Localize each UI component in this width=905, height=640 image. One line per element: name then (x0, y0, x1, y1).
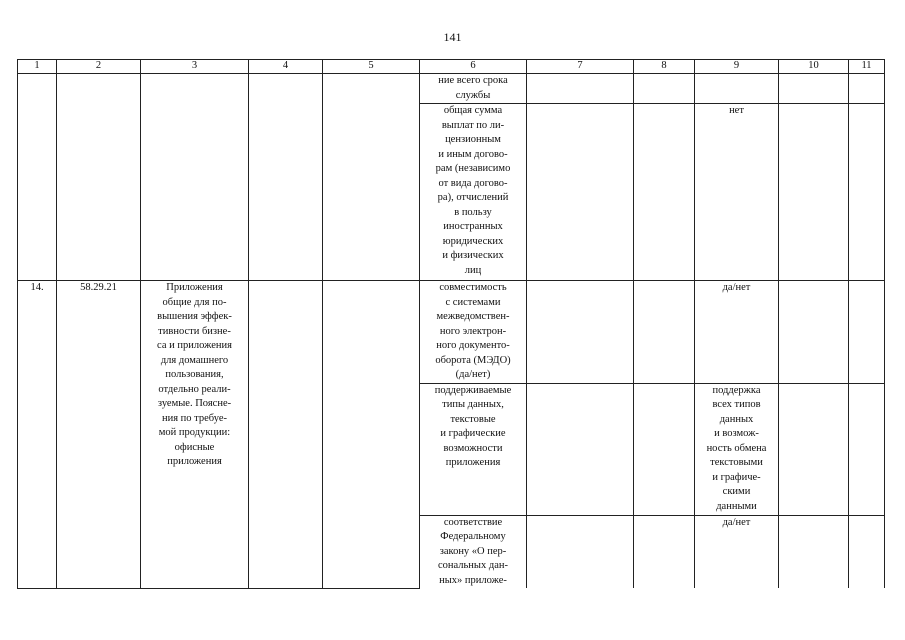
empty-cell (527, 281, 634, 384)
empty-cell (249, 74, 323, 281)
column-header-8: 8 (634, 60, 695, 74)
empty-cell (527, 74, 634, 104)
empty-cell (634, 281, 695, 384)
specification-table (17, 59, 885, 589)
empty-cell (779, 515, 849, 588)
empty-cell (249, 281, 323, 589)
item-number-cell (18, 74, 57, 281)
item-name-cell: Приложения общие для по- вышения эффек- тивности бизне- са и приложения для домашнего пользования, отдельно реали- зуемые. Поясне- ния по требуе- мой продукции: офисные приложения (141, 281, 249, 589)
empty-cell (849, 515, 885, 588)
value-cell: да/нет (695, 281, 779, 384)
column-header-7: 7 (527, 60, 634, 74)
characteristic-cell: ние всего срока службы (420, 74, 527, 104)
empty-cell (849, 383, 885, 515)
characteristic-cell: общая сумма выплат по ли- цензионным и иным догово- рам (независимо от вида догово- ра), отчислений в пользу иностранных юридических и физических лиц (420, 104, 527, 281)
empty-cell (779, 74, 849, 104)
value-cell (695, 74, 779, 104)
empty-cell (779, 383, 849, 515)
empty-cell (634, 515, 695, 588)
column-header-4: 4 (249, 60, 323, 74)
item-code-cell (57, 74, 141, 281)
empty-cell (634, 74, 695, 104)
empty-cell (527, 383, 634, 515)
header-row (18, 60, 885, 74)
column-header-10: 10 (779, 60, 849, 74)
empty-cell (527, 515, 634, 588)
empty-cell (779, 281, 849, 384)
item-number-cell: 14. (18, 281, 57, 589)
table-row (18, 281, 885, 384)
empty-cell (849, 281, 885, 384)
empty-cell (779, 104, 849, 281)
column-header-2: 2 (57, 60, 141, 74)
value-cell: нет (695, 104, 779, 281)
column-header-9: 9 (695, 60, 779, 74)
empty-cell (849, 74, 885, 104)
characteristic-cell: совместимость с системами межведомствен- ного электрон- ного документо- оборота (МЭДО) (да/нет) (420, 281, 527, 384)
value-cell: поддержка всех типов данных и возмож- ность обмена текстовыми и графиче- скими данными (695, 383, 779, 515)
empty-cell (849, 104, 885, 281)
empty-cell (634, 383, 695, 515)
value-cell: да/нет (695, 515, 779, 588)
characteristic-cell: поддерживаемые типы данных, текстовые и графические возможности приложения (420, 383, 527, 515)
empty-cell (527, 104, 634, 281)
empty-cell (323, 74, 420, 281)
column-header-6: 6 (420, 60, 527, 74)
item-code-cell: 58.29.21 (57, 281, 141, 589)
table-row (18, 74, 885, 104)
characteristic-cell: соответствие Федеральному закону «О пер- сональных дан- ных» приложе- (420, 515, 527, 588)
column-header-1: 1 (18, 60, 57, 74)
page-number: 141 (443, 30, 462, 44)
column-header-3: 3 (141, 60, 249, 74)
empty-cell (634, 104, 695, 281)
column-header-5: 5 (323, 60, 420, 74)
empty-cell (323, 281, 420, 589)
column-header-11: 11 (849, 60, 885, 74)
item-name-cell (141, 74, 249, 281)
